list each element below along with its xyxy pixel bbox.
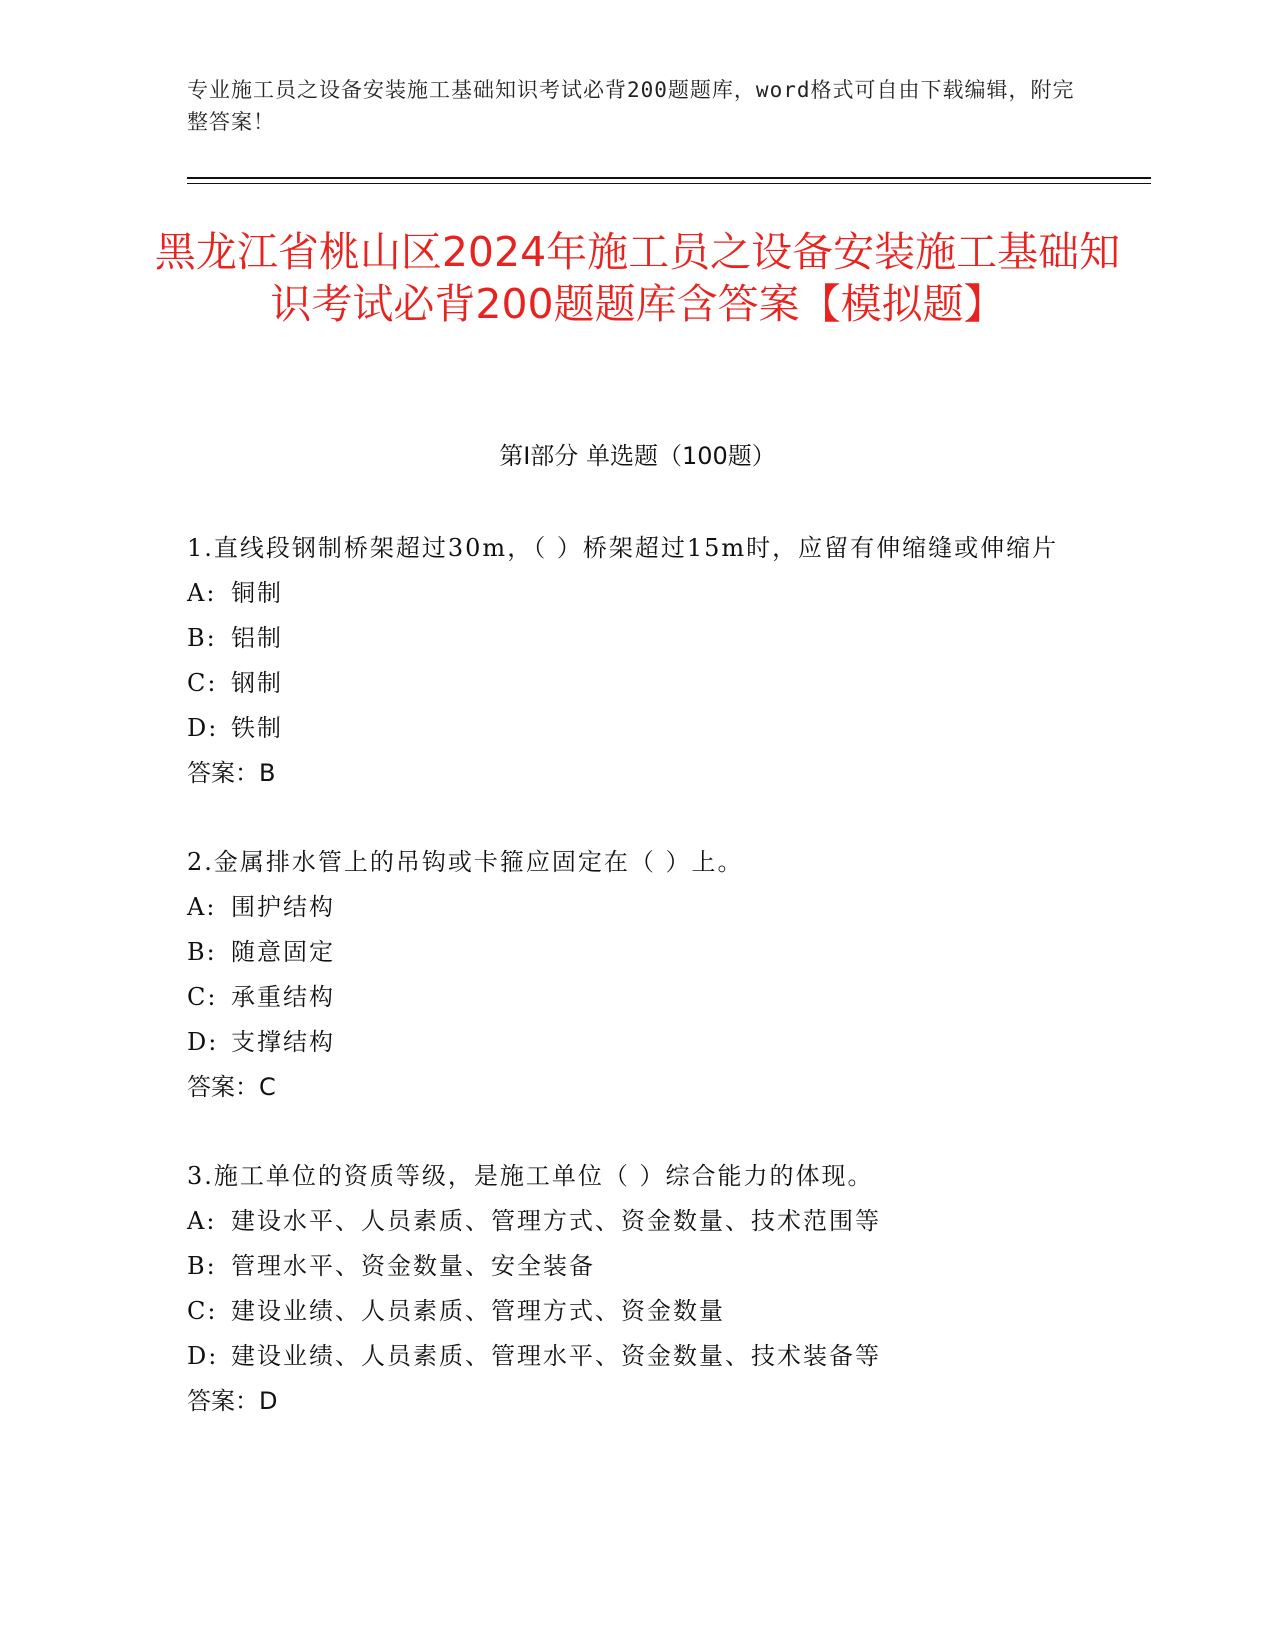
option-text: 铜制: [231, 579, 283, 607]
option-letter: D:: [187, 714, 219, 742]
option-letter: C:: [187, 669, 218, 697]
option-a: [187, 885, 1087, 930]
header-divider-thick: [187, 177, 1151, 179]
document-title: 黑龙江省桃山区2024年施工员之设备安装施工基础知识考试必背200题题库含答案【模拟题】: [154, 228, 1121, 328]
option-letter: D:: [187, 1028, 219, 1056]
option-letter: B:: [187, 624, 217, 652]
option-a: [187, 571, 1087, 616]
option-text: 铁制: [231, 714, 283, 742]
question-stem: 1.直线段钢制桥架超过30m，（ ）桥架超过15m时，应留有伸缩缝或伸缩片: [187, 534, 1059, 562]
option-d: [187, 1334, 1087, 1379]
option-a: [187, 1199, 1087, 1244]
option-c: [187, 975, 1087, 1020]
option-letter: C:: [187, 983, 218, 1011]
question-item: [187, 1154, 1087, 1424]
question-item: [187, 526, 1087, 796]
option-b: [187, 616, 1087, 661]
option-letter: A:: [187, 1207, 217, 1235]
option-b: [187, 1244, 1087, 1289]
answer-line: 答案：C: [187, 1073, 276, 1101]
question-item: [187, 840, 1087, 1110]
option-text: 建设水平、人员素质、管理方式、资金数量、技术范围等: [231, 1207, 881, 1235]
option-text: 管理水平、资金数量、安全装备: [231, 1252, 595, 1280]
option-text: 铝制: [231, 624, 283, 652]
option-letter: A:: [187, 579, 217, 607]
option-text: 建设业绩、人员素质、管理水平、资金数量、技术装备等: [231, 1342, 881, 1370]
answer-line: 答案：B: [187, 759, 276, 787]
answer-line: 答案：D: [187, 1387, 278, 1415]
header-divider-thin: [187, 183, 1151, 184]
question-stem: 3.施工单位的资质等级，是施工单位（ ）综合能力的体现。: [187, 1162, 874, 1190]
option-c: [187, 661, 1087, 706]
option-text: 承重结构: [231, 983, 335, 1011]
option-letter: B:: [187, 938, 217, 966]
header-note: 专业施工员之设备安装施工基础知识考试必背200题题库，word格式可自由下载编辑，附完整答案！: [187, 78, 1075, 134]
option-letter: B:: [187, 1252, 217, 1280]
option-text: 支撑结构: [231, 1028, 335, 1056]
option-letter: C:: [187, 1297, 218, 1325]
section-heading: 第I部分 单选题（100题）: [499, 442, 776, 470]
option-d: [187, 706, 1087, 751]
option-b: [187, 930, 1087, 975]
option-text: 建设业绩、人员素质、管理方式、资金数量: [231, 1297, 725, 1325]
option-text: 钢制: [231, 669, 283, 697]
question-stem: 2.金属排水管上的吊钩或卡箍应固定在（ ）上。: [187, 848, 744, 876]
option-letter: D:: [187, 1342, 219, 1370]
option-d: [187, 1020, 1087, 1065]
question-list: [187, 526, 1087, 1468]
option-text: 围护结构: [231, 893, 335, 921]
option-c: [187, 1289, 1087, 1334]
option-letter: A:: [187, 893, 217, 921]
option-text: 随意固定: [231, 938, 335, 966]
